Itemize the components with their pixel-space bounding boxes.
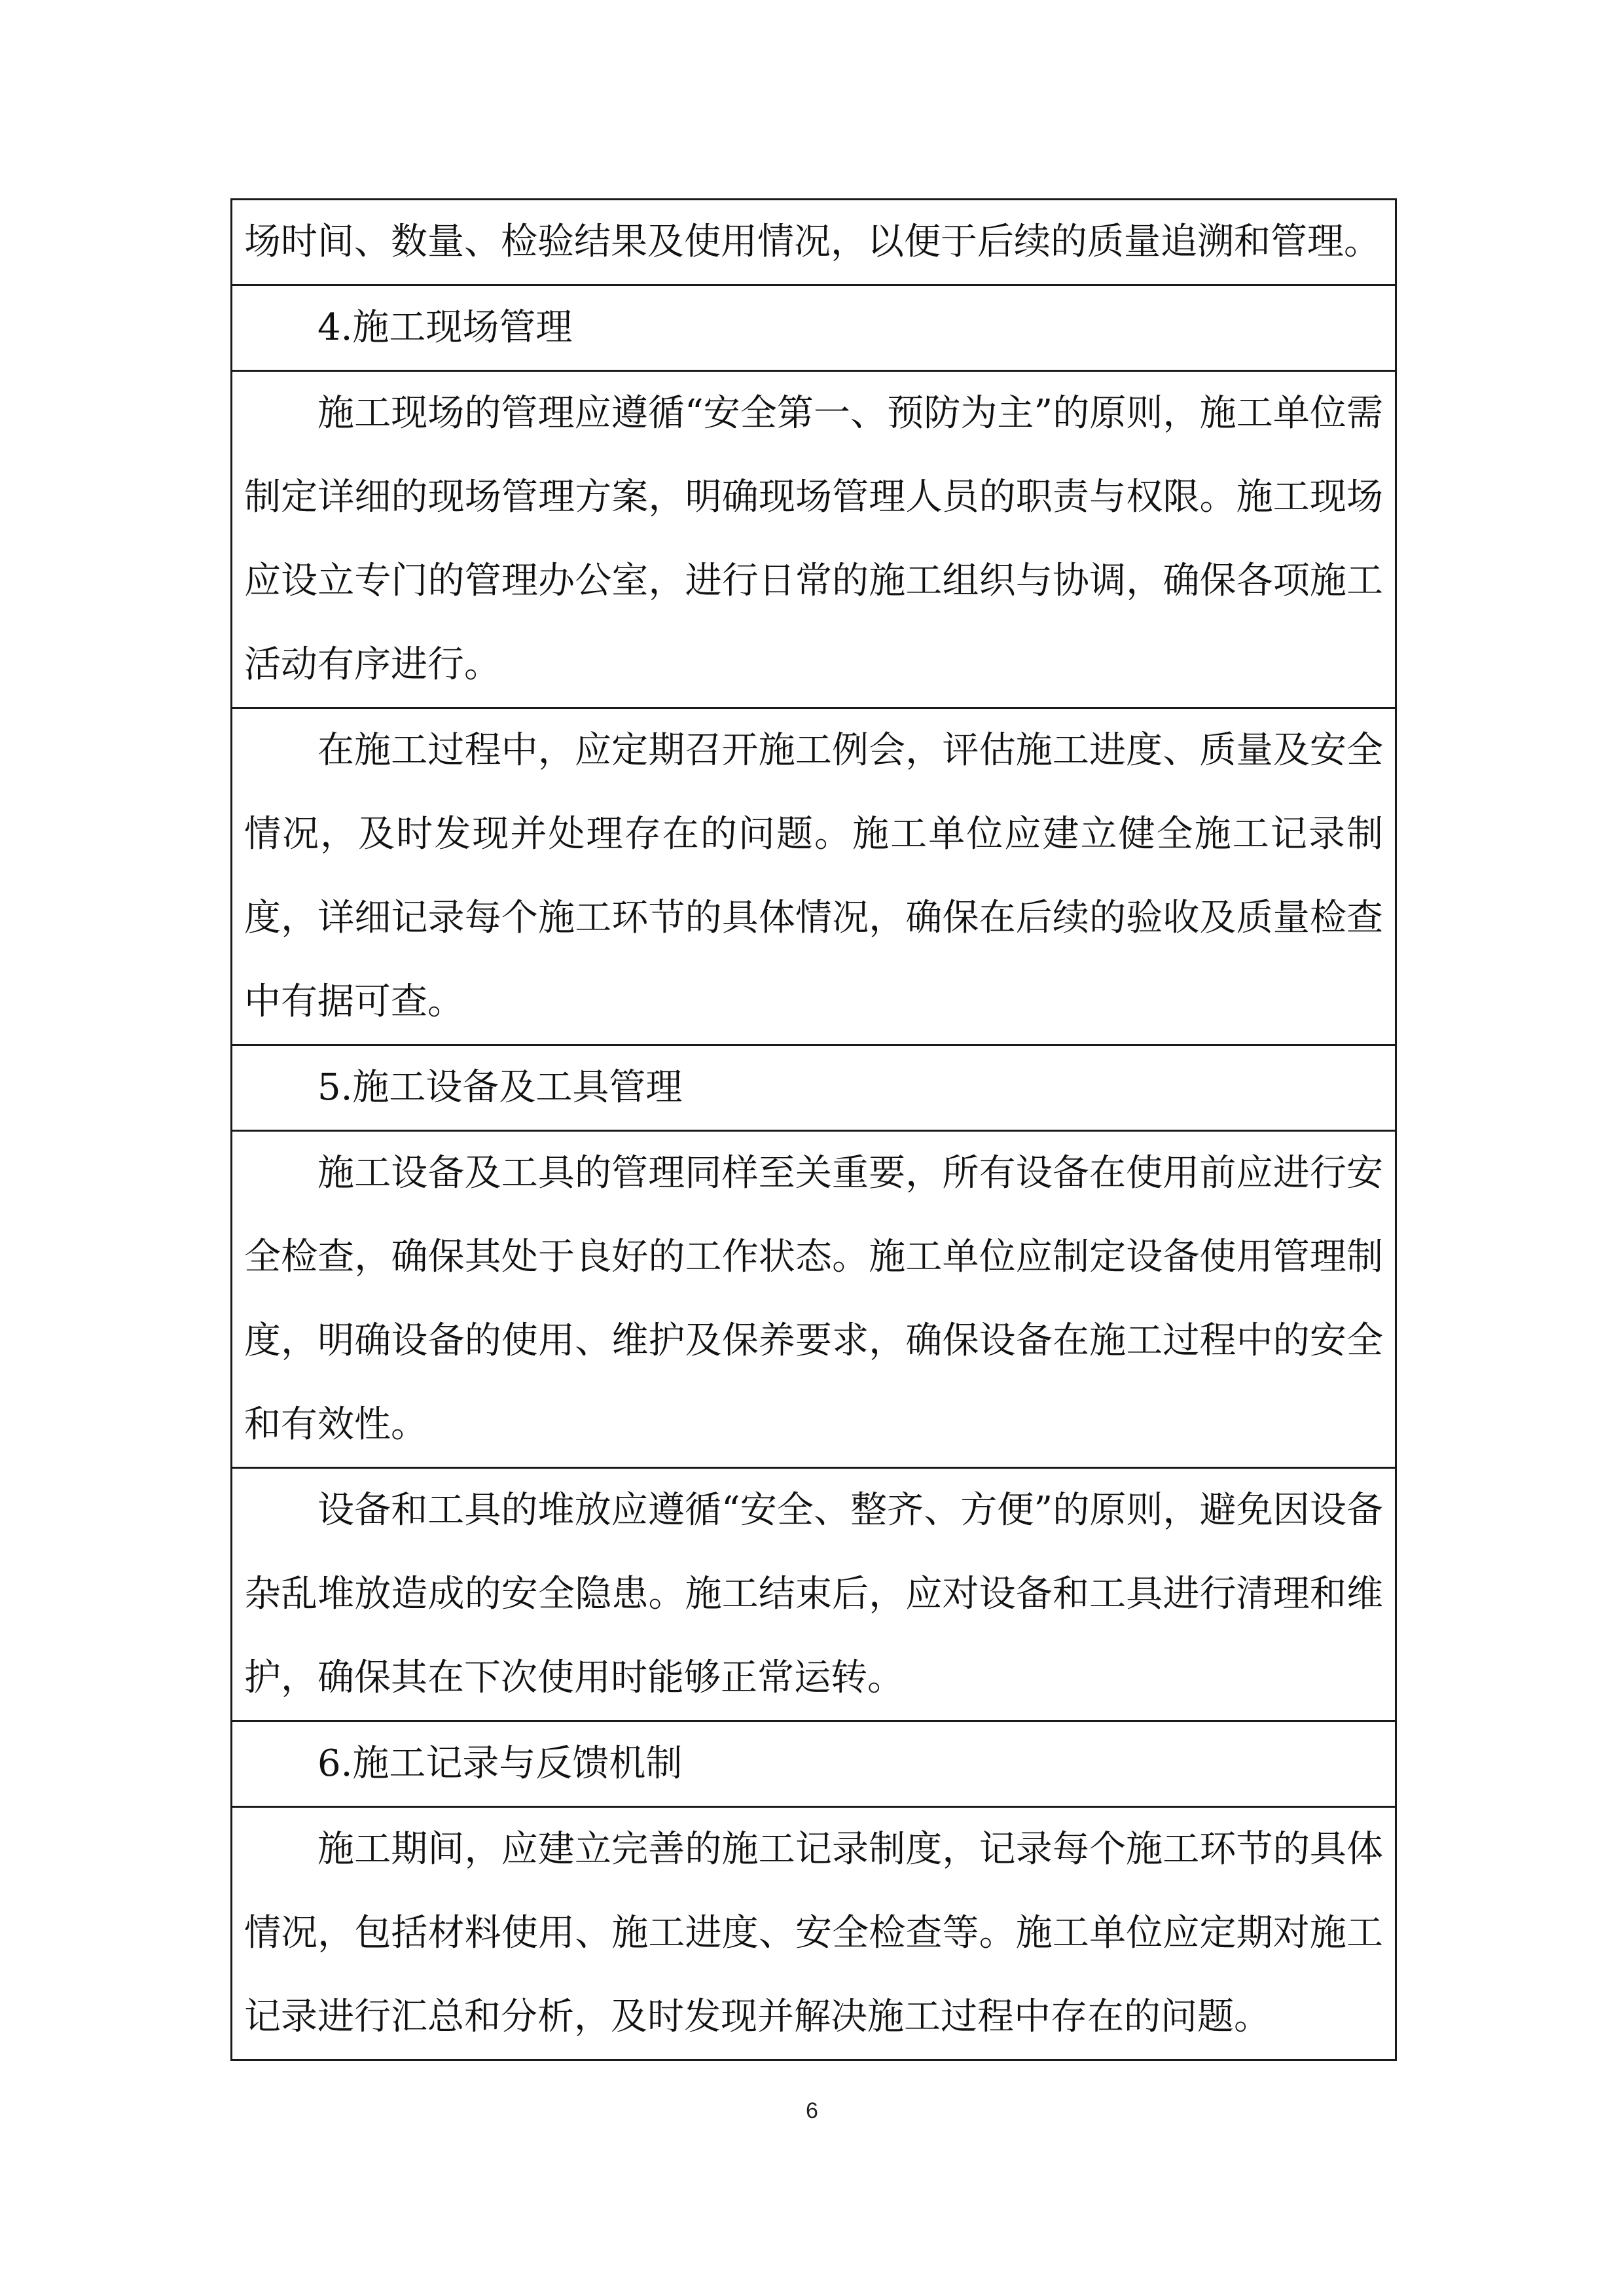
paragraph-cell: 在施工过程中，应定期召开施工例会，评估施工进度、质量及安全情况，及时发现并处理存在的问题。施工单位应建立健全施工记录制度，详细记录每个施工环节的具体情况，确保在后续的验收及质量检查中有据可查。 bbox=[232, 708, 1396, 1045]
table-row bbox=[232, 1807, 1396, 2060]
section-heading-6: 6.施工记录与反馈机制 bbox=[232, 1721, 1396, 1807]
continuation-cell: 场时间、数量、检验结果及使用情况，以便于后续的质量追溯和管理。 bbox=[232, 200, 1396, 285]
table-row bbox=[232, 1468, 1396, 1721]
content-table bbox=[230, 198, 1397, 2061]
table-row bbox=[232, 1131, 1396, 1468]
section-heading-5: 5.施工设备及工具管理 bbox=[232, 1045, 1396, 1131]
table-row bbox=[232, 371, 1396, 708]
table-row bbox=[232, 200, 1396, 285]
paragraph-cell: 施工期间，应建立完善的施工记录制度，记录每个施工环节的具体情况，包括材料使用、施工进度、安全检查等。施工单位应定期对施工记录进行汇总和分析，及时发现并解决施工过程中存在的问题。 bbox=[232, 1807, 1396, 2060]
table-row bbox=[232, 285, 1396, 371]
section-heading-4: 4.施工现场管理 bbox=[232, 285, 1396, 371]
table-row bbox=[232, 708, 1396, 1045]
paragraph-cell: 施工设备及工具的管理同样至关重要，所有设备在使用前应进行安全检查，确保其处于良好的工作状态。施工单位应制定设备使用管理制度，明确设备的使用、维护及保养要求，确保设备在施工过程中的安全和有效性。 bbox=[232, 1131, 1396, 1468]
table-row bbox=[232, 1721, 1396, 1807]
paragraph-cell: 施工现场的管理应遵循“安全第一、预防为主”的原则，施工单位需制定详细的现场管理方案，明确现场管理人员的职责与权限。施工现场应设立专门的管理办公室，进行日常的施工组织与协调，确保各项施工活动有序进行。 bbox=[232, 371, 1396, 708]
page-number: 6 bbox=[806, 2098, 818, 2123]
paragraph-cell: 设备和工具的堆放应遵循“安全、整齐、方便”的原则，避免因设备杂乱堆放造成的安全隐患。施工结束后，应对设备和工具进行清理和维护，确保其在下次使用时能够正常运转。 bbox=[232, 1468, 1396, 1721]
table-row bbox=[232, 1045, 1396, 1131]
